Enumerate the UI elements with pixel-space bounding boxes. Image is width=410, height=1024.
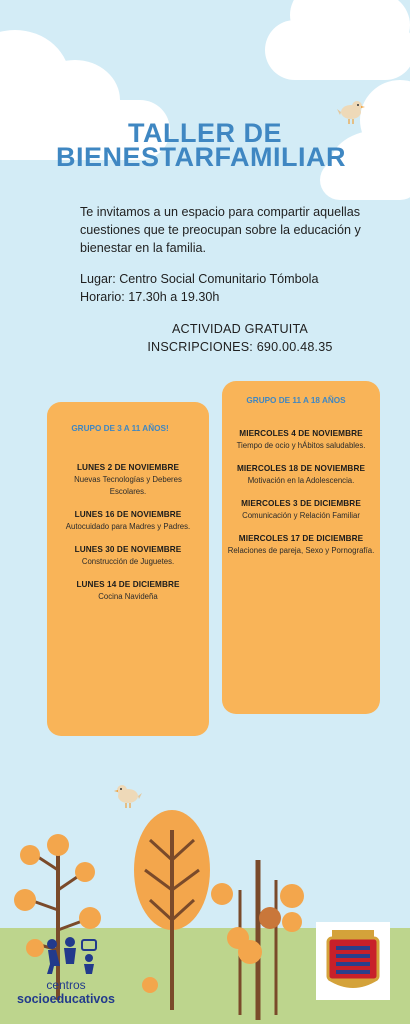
registration-phone: INSCRIPCIONES: 690.00.48.35 (147, 340, 333, 354)
people-icon (42, 936, 102, 976)
event-item (55, 510, 201, 533)
event-item (226, 464, 376, 487)
event-date: LUNES 30 DE NOVIEMBRE (74, 545, 182, 554)
city-seal-logo (316, 922, 390, 1000)
logo-line1: centros (46, 978, 86, 992)
event-description: Nuevas Tecnologías y Deberes Escolares. (74, 475, 182, 496)
event-date: MIERCOLES 17 DE DICIEMBRE (238, 534, 364, 543)
info-block (80, 270, 392, 306)
event-date: LUNES 16 DE NOVIEMBRE (74, 510, 182, 519)
event-item (55, 580, 201, 603)
event-item (226, 429, 376, 452)
page-title-line2: BIENESTARFAMILIAR (56, 142, 346, 172)
event-description: Relaciones de pareja, Sexo y Pornografía. (227, 546, 375, 555)
event-description: Tiempo de ocio y hÁbitos saludables. (236, 441, 366, 450)
event-description: Comunicación y Relación Familiar (242, 511, 360, 520)
event-item (226, 499, 376, 522)
centros-socioeducativos-logo (0, 930, 132, 1024)
event-date: MIERCOLES 4 DE NOVIEMBRE (239, 429, 363, 438)
page-title-line1: TALLER DE (128, 118, 282, 148)
coat-of-arms-icon (322, 926, 384, 996)
event-description: Motivación en la Adolescencia. (247, 476, 355, 485)
event-description: Autocuidado para Madres y Padres. (65, 522, 191, 531)
group-young-card (47, 402, 209, 736)
intro-text: Te invitamos a un espacio para compartir aquellas cuestiones que te preocupan sobre la educación y bienestar en la familia. (80, 205, 361, 255)
free-activity-text: ACTIVIDAD GRATUITA (171, 322, 309, 336)
event-date: MIERCOLES 3 DE DICIEMBRE (241, 499, 361, 508)
event-date: MIERCOLES 18 DE NOVIEMBRE (236, 464, 366, 473)
event-date: LUNES 2 DE NOVIEMBRE (76, 463, 180, 472)
event-item (226, 534, 376, 557)
event-item (55, 545, 201, 568)
logo-line2: socioeducativos (17, 992, 115, 1006)
group-teen-events (222, 429, 380, 557)
event-description: Construcción de Juguetes. (81, 557, 175, 566)
event-item (55, 463, 201, 498)
group-young-title: GRUPO DE 3 A 11 AÑOS! (71, 424, 169, 433)
group-teen-title: GRUPO DE 11 A 18 AÑOS (246, 396, 346, 405)
group-young-events (47, 463, 209, 603)
group-teen-card (222, 381, 380, 714)
event-description: Cocina Navideña (98, 592, 158, 601)
place-text: Lugar: Centro Social Comunitario Tómbola (80, 272, 319, 286)
schedule-text: Horario: 17.30h a 19.30h (80, 290, 220, 304)
registration-block (100, 320, 380, 356)
event-date: LUNES 14 DE DICIEMBRE (76, 580, 180, 589)
